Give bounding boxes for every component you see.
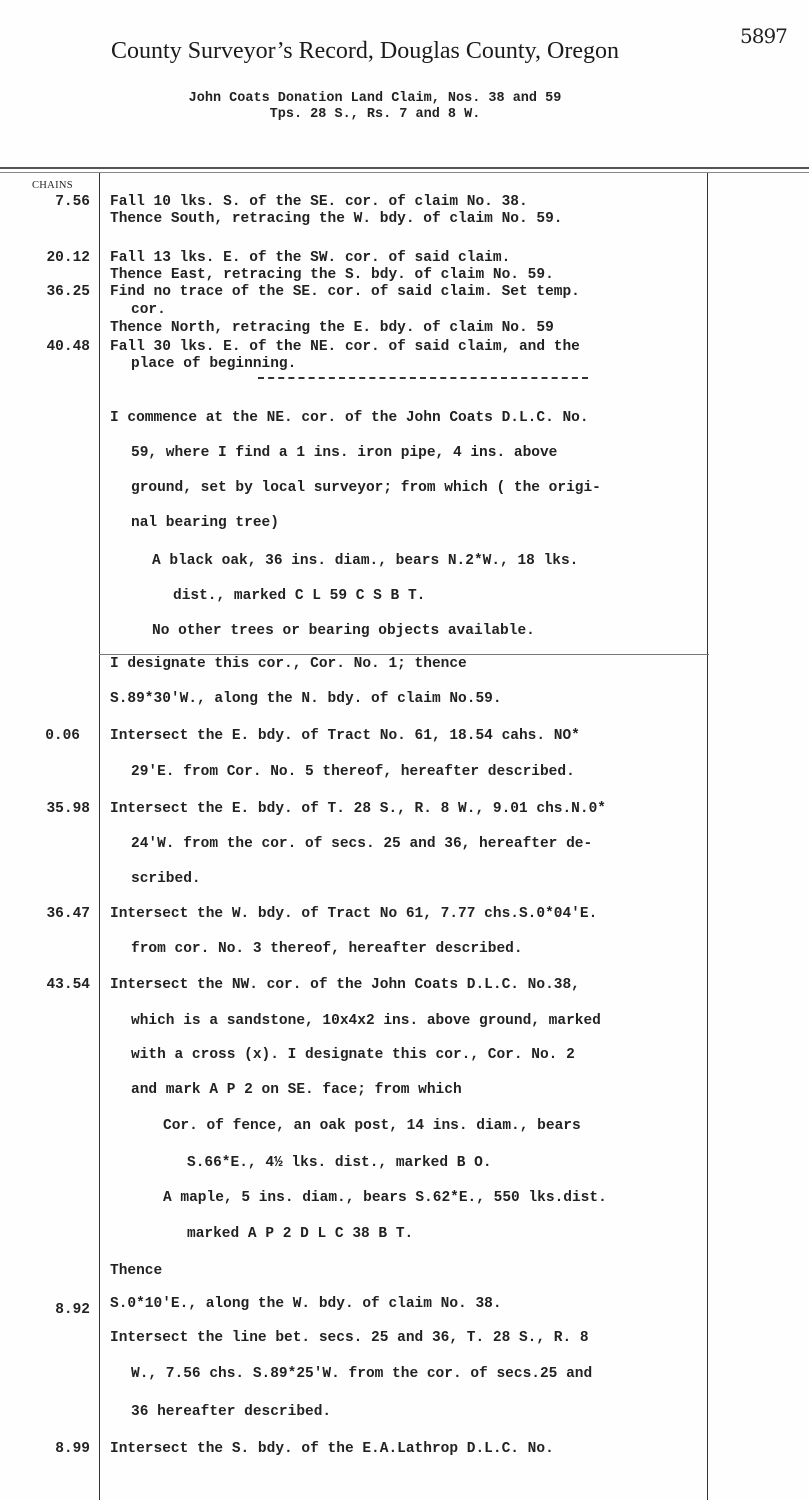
record-line: Intersect the E. bdy. of T. 28 S., R. 8 W., 9.01 chs.N.0* xyxy=(110,801,606,817)
record-line: Intersect the E. bdy. of Tract No. 61, 18.54 cahs. NO* xyxy=(110,728,580,744)
record-line: S.0*10'E., along the W. bdy. of claim No. 38. xyxy=(110,1296,502,1312)
record-line: scribed. xyxy=(131,871,201,887)
record-line: ground, set by local surveyor; from which ( the origi- xyxy=(131,480,601,496)
record-line: I designate this cor., Cor. No. 1; thence xyxy=(110,656,467,672)
record-line: Intersect the S. bdy. of the E.A.Lathrop D.L.C. No. xyxy=(110,1441,554,1457)
table-top-rule xyxy=(0,167,809,169)
chain-value: 36.25 xyxy=(46,284,90,300)
record-line: and mark A P 2 on SE. face; from which xyxy=(131,1082,462,1098)
record-line: Fall 30 lks. E. of the NE. cor. of said claim, and the xyxy=(110,339,580,355)
record-line: Intersect the W. bdy. of Tract No 61, 7.77 chs.S.0*04'E. xyxy=(110,906,598,922)
record-line: Thence East, retracing the S. bdy. of claim No. 59. xyxy=(110,267,554,283)
chain-value: 8.92 xyxy=(55,1302,90,1318)
record-line: S.89*30'W., along the N. bdy. of claim No.59. xyxy=(110,691,502,707)
chain-value: 7.56 xyxy=(55,194,90,210)
record-line: nal bearing tree) xyxy=(131,515,279,531)
table-top-rule-secondary xyxy=(0,172,809,173)
record-line: from cor. No. 3 thereof, hereafter described. xyxy=(131,941,523,957)
township-subtitle: Tps. 28 S., Rs. 7 and 8 W. xyxy=(269,107,481,122)
record-line: W., 7.56 chs. S.89*25'W. from the cor. of secs.25 and xyxy=(131,1366,593,1382)
record-line: dist., marked C L 59 C S B T. xyxy=(173,588,426,604)
record-line: which is a sandstone, 10x4x2 ins. above ground, marked xyxy=(131,1013,601,1029)
record-line: marked A P 2 D L C 38 B T. xyxy=(187,1226,414,1242)
record-line: Fall 10 lks. S. of the SE. cor. of claim No. 38. xyxy=(110,194,528,210)
chains-column-header: CHAINS xyxy=(32,180,73,191)
record-line: Cor. of fence, an oak post, 14 ins. diam., bears xyxy=(163,1118,581,1134)
record-line: A maple, 5 ins. diam., bears S.62*E., 550 lks.dist. xyxy=(163,1190,607,1206)
record-line: A black oak, 36 ins. diam., bears N.2*W., 18 lks. xyxy=(152,553,579,569)
record-line: 36 hereafter described. xyxy=(131,1404,332,1420)
record-line: place of beginning. xyxy=(131,356,297,372)
record-line: Thence xyxy=(110,1263,163,1279)
record-line: Intersect the NW. cor. of the John Coats D.L.C. No.38, xyxy=(110,977,580,993)
record-line: 29'E. from Cor. No. 5 thereof, hereafter described. xyxy=(131,764,575,780)
chain-value: 35.98 xyxy=(46,801,90,817)
row-rule xyxy=(99,654,709,655)
section-separator xyxy=(258,377,588,379)
record-line: 24'W. from the cor. of secs. 25 and 36, hereafter de- xyxy=(131,836,593,852)
record-line: Thence South, retracing the W. bdy. of claim No. 59. xyxy=(110,211,563,227)
page-number: 5897 xyxy=(740,24,787,48)
record-line: Find no trace of the SE. cor. of said claim. Set temp. xyxy=(110,284,580,300)
record-line: Fall 13 lks. E. of the SW. cor. of said claim. xyxy=(110,250,511,266)
chain-value: 20.12 xyxy=(46,250,90,266)
claim-subtitle: John Coats Donation Land Claim, Nos. 38 and 59 xyxy=(188,91,562,106)
chain-value: 0.06 xyxy=(45,728,80,744)
record-line: Intersect the line bet. secs. 25 and 36, T. 28 S., R. 8 xyxy=(110,1330,589,1346)
chain-value: 40.48 xyxy=(46,339,90,355)
record-line: I commence at the NE. cor. of the John Coats D.L.C. No. xyxy=(110,410,589,426)
right-margin-rule xyxy=(707,173,708,1500)
record-line: 59, where I find a 1 ins. iron pipe, 4 ins. above xyxy=(131,445,558,461)
record-line: with a cross (x). I designate this cor., Cor. No. 2 xyxy=(131,1047,575,1063)
record-line: cor. xyxy=(131,302,166,318)
record-title: County Surveyor’s Record, Douglas County, Oregon xyxy=(111,38,619,64)
chain-value: 8.99 xyxy=(55,1441,90,1457)
record-line: Thence North, retracing the E. bdy. of claim No. 59 xyxy=(110,320,554,336)
chains-column-divider xyxy=(99,173,100,1500)
chain-value: 36.47 xyxy=(46,906,90,922)
record-line: S.66*E., 4½ lks. dist., marked B O. xyxy=(187,1155,492,1171)
chain-value: 43.54 xyxy=(46,977,90,993)
record-line: No other trees or bearing objects available. xyxy=(152,623,535,639)
